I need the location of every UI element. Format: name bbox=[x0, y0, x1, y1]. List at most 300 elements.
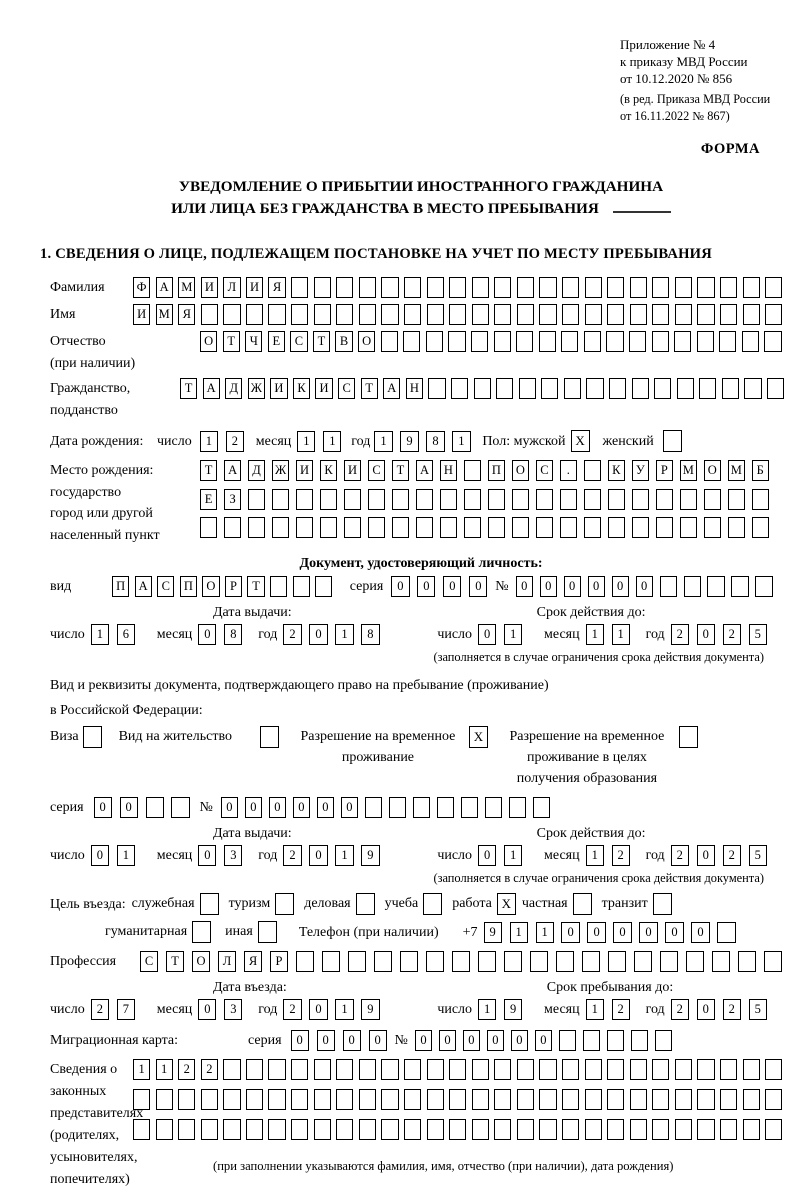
char-box[interactable] bbox=[268, 1059, 285, 1080]
char-box[interactable] bbox=[516, 331, 533, 352]
char-box[interactable] bbox=[201, 1089, 218, 1110]
char-box[interactable] bbox=[675, 277, 692, 298]
valid-year-boxes[interactable] bbox=[671, 845, 775, 866]
char-box[interactable]: 0 bbox=[516, 576, 533, 597]
char-box[interactable] bbox=[496, 378, 513, 399]
char-box[interactable]: 5 bbox=[749, 624, 767, 645]
char-box[interactable]: 2 bbox=[671, 845, 689, 866]
char-box[interactable] bbox=[686, 951, 704, 972]
char-box[interactable]: О bbox=[200, 331, 217, 352]
char-box[interactable]: 0 bbox=[369, 1030, 387, 1051]
char-box[interactable]: 0 bbox=[341, 797, 358, 818]
char-box[interactable]: 3 bbox=[224, 999, 242, 1020]
stay-day-boxes[interactable] bbox=[478, 999, 530, 1020]
char-box[interactable] bbox=[539, 1089, 556, 1110]
char-box[interactable]: Ф bbox=[133, 277, 150, 298]
char-box[interactable] bbox=[744, 378, 761, 399]
char-box[interactable]: 1 bbox=[612, 624, 630, 645]
char-box[interactable] bbox=[268, 304, 285, 325]
char-box[interactable]: 1 bbox=[297, 431, 315, 452]
char-box[interactable] bbox=[427, 1119, 444, 1140]
char-box[interactable] bbox=[712, 951, 730, 972]
char-box[interactable] bbox=[478, 951, 496, 972]
char-box[interactable] bbox=[607, 1030, 624, 1051]
char-box[interactable]: 0 bbox=[463, 1030, 480, 1051]
entry-month-boxes[interactable] bbox=[198, 999, 250, 1020]
char-box[interactable]: М bbox=[156, 304, 173, 325]
char-box[interactable] bbox=[461, 797, 478, 818]
char-box[interactable]: Е bbox=[268, 331, 285, 352]
char-box[interactable]: Ж bbox=[248, 378, 265, 399]
char-box[interactable] bbox=[485, 797, 502, 818]
char-box[interactable]: Ж bbox=[272, 460, 289, 481]
char-box[interactable] bbox=[336, 1089, 353, 1110]
char-box[interactable]: 2 bbox=[723, 999, 741, 1020]
char-box[interactable] bbox=[720, 304, 737, 325]
char-box[interactable] bbox=[368, 517, 385, 538]
issue-day-boxes[interactable] bbox=[91, 624, 143, 645]
birth-place-row3[interactable] bbox=[200, 517, 776, 538]
char-box[interactable] bbox=[359, 304, 376, 325]
char-box[interactable] bbox=[533, 797, 550, 818]
char-box[interactable] bbox=[246, 304, 263, 325]
char-box[interactable]: С bbox=[140, 951, 158, 972]
char-box[interactable] bbox=[449, 304, 466, 325]
migration-series-boxes[interactable] bbox=[291, 1030, 395, 1051]
char-box[interactable]: 0 bbox=[636, 576, 653, 597]
char-box[interactable] bbox=[765, 1089, 782, 1110]
char-box[interactable]: 9 bbox=[400, 431, 418, 452]
char-box[interactable] bbox=[314, 277, 331, 298]
char-box[interactable] bbox=[652, 277, 669, 298]
char-box[interactable] bbox=[697, 1089, 714, 1110]
birth-day-boxes[interactable] bbox=[200, 431, 252, 452]
char-box[interactable] bbox=[630, 304, 647, 325]
char-box[interactable] bbox=[365, 797, 382, 818]
char-box[interactable] bbox=[564, 378, 581, 399]
char-box[interactable]: 0 bbox=[291, 1030, 309, 1051]
char-box[interactable]: С bbox=[157, 576, 174, 597]
char-box[interactable] bbox=[607, 1119, 624, 1140]
char-box[interactable] bbox=[629, 331, 646, 352]
phone-boxes[interactable] bbox=[484, 922, 744, 943]
char-box[interactable] bbox=[560, 517, 577, 538]
char-box[interactable]: 0 bbox=[198, 999, 216, 1020]
char-box[interactable] bbox=[517, 304, 534, 325]
char-box[interactable] bbox=[585, 1119, 602, 1140]
name-boxes[interactable] bbox=[133, 304, 788, 325]
char-box[interactable]: 2 bbox=[201, 1059, 218, 1080]
char-box[interactable] bbox=[448, 331, 465, 352]
char-box[interactable]: Д bbox=[248, 460, 265, 481]
char-box[interactable] bbox=[675, 1119, 692, 1140]
char-box[interactable]: И bbox=[344, 460, 361, 481]
char-box[interactable]: О bbox=[202, 576, 219, 597]
char-box[interactable] bbox=[293, 576, 310, 597]
char-box[interactable] bbox=[583, 1030, 600, 1051]
valid-month-boxes[interactable] bbox=[586, 845, 638, 866]
char-box[interactable]: А bbox=[416, 460, 433, 481]
char-box[interactable]: 1 bbox=[335, 845, 353, 866]
issue-day-boxes[interactable] bbox=[91, 845, 143, 866]
char-box[interactable]: 2 bbox=[226, 431, 244, 452]
purpose-study-checkbox[interactable] bbox=[423, 893, 442, 915]
char-box[interactable]: И bbox=[201, 277, 218, 298]
char-box[interactable]: М bbox=[178, 277, 195, 298]
char-box[interactable] bbox=[426, 951, 444, 972]
char-box[interactable] bbox=[699, 378, 716, 399]
char-box[interactable]: Т bbox=[200, 460, 217, 481]
char-box[interactable] bbox=[517, 1089, 534, 1110]
char-box[interactable]: Я bbox=[178, 304, 195, 325]
char-box[interactable] bbox=[504, 951, 522, 972]
char-box[interactable] bbox=[631, 1030, 648, 1051]
birth-place-row1[interactable] bbox=[200, 460, 776, 481]
char-box[interactable]: 0 bbox=[478, 624, 496, 645]
char-box[interactable] bbox=[582, 951, 600, 972]
char-box[interactable]: 0 bbox=[120, 797, 138, 818]
char-box[interactable] bbox=[697, 277, 714, 298]
char-box[interactable]: 0 bbox=[691, 922, 709, 943]
char-box[interactable] bbox=[697, 1119, 714, 1140]
char-box[interactable] bbox=[707, 576, 724, 597]
char-box[interactable]: 0 bbox=[697, 845, 715, 866]
valid-year-boxes[interactable] bbox=[671, 624, 775, 645]
char-box[interactable] bbox=[296, 517, 313, 538]
char-box[interactable] bbox=[720, 1089, 737, 1110]
char-box[interactable] bbox=[359, 1119, 376, 1140]
char-box[interactable] bbox=[652, 304, 669, 325]
temp-residence-checkbox[interactable]: X bbox=[469, 726, 488, 748]
char-box[interactable] bbox=[752, 489, 769, 510]
char-box[interactable]: Л bbox=[223, 277, 240, 298]
profession-boxes[interactable] bbox=[140, 951, 790, 972]
char-box[interactable] bbox=[426, 331, 443, 352]
char-box[interactable]: И bbox=[133, 304, 150, 325]
char-box[interactable] bbox=[630, 1089, 647, 1110]
char-box[interactable] bbox=[755, 576, 772, 597]
char-box[interactable] bbox=[630, 277, 647, 298]
char-box[interactable]: 0 bbox=[639, 922, 657, 943]
char-box[interactable] bbox=[291, 1119, 308, 1140]
char-box[interactable] bbox=[519, 378, 536, 399]
char-box[interactable] bbox=[494, 331, 511, 352]
char-box[interactable]: 0 bbox=[535, 1030, 552, 1051]
char-box[interactable] bbox=[738, 951, 756, 972]
char-box[interactable] bbox=[494, 1119, 511, 1140]
char-box[interactable]: 0 bbox=[221, 797, 238, 818]
char-box[interactable]: С bbox=[338, 378, 355, 399]
char-box[interactable]: 0 bbox=[613, 922, 631, 943]
char-box[interactable] bbox=[764, 331, 781, 352]
male-checkbox[interactable]: X bbox=[571, 430, 590, 452]
char-box[interactable] bbox=[381, 1119, 398, 1140]
char-box[interactable] bbox=[680, 517, 697, 538]
char-box[interactable] bbox=[291, 277, 308, 298]
char-box[interactable] bbox=[322, 951, 340, 972]
char-box[interactable]: Е bbox=[200, 489, 217, 510]
char-box[interactable]: 0 bbox=[317, 797, 334, 818]
char-box[interactable] bbox=[556, 951, 574, 972]
char-box[interactable] bbox=[494, 1059, 511, 1080]
char-box[interactable] bbox=[704, 517, 721, 538]
char-box[interactable] bbox=[348, 951, 366, 972]
char-box[interactable] bbox=[440, 489, 457, 510]
birth-year-boxes[interactable] bbox=[374, 431, 478, 452]
char-box[interactable] bbox=[652, 1059, 669, 1080]
char-box[interactable]: К bbox=[608, 460, 625, 481]
char-box[interactable] bbox=[156, 1119, 173, 1140]
char-box[interactable]: 0 bbox=[540, 576, 557, 597]
char-box[interactable] bbox=[474, 378, 491, 399]
char-box[interactable] bbox=[559, 1030, 576, 1051]
char-box[interactable]: 0 bbox=[309, 624, 327, 645]
char-box[interactable]: Я bbox=[244, 951, 262, 972]
char-box[interactable] bbox=[743, 304, 760, 325]
char-box[interactable] bbox=[404, 277, 421, 298]
char-box[interactable] bbox=[200, 517, 217, 538]
char-box[interactable]: 0 bbox=[417, 576, 435, 597]
char-box[interactable]: 2 bbox=[612, 999, 630, 1020]
birth-place-row2[interactable] bbox=[200, 489, 776, 510]
char-box[interactable] bbox=[560, 489, 577, 510]
char-box[interactable]: Т bbox=[313, 331, 330, 352]
char-box[interactable]: О bbox=[192, 951, 210, 972]
purpose-private-checkbox[interactable] bbox=[573, 893, 592, 915]
char-box[interactable] bbox=[728, 517, 745, 538]
char-box[interactable]: А bbox=[156, 277, 173, 298]
char-box[interactable] bbox=[719, 331, 736, 352]
char-box[interactable]: 2 bbox=[178, 1059, 195, 1080]
char-box[interactable] bbox=[201, 304, 218, 325]
char-box[interactable] bbox=[632, 378, 649, 399]
char-box[interactable] bbox=[314, 304, 331, 325]
char-box[interactable]: 1 bbox=[510, 922, 528, 943]
char-box[interactable] bbox=[359, 277, 376, 298]
char-box[interactable] bbox=[660, 951, 678, 972]
representatives-row1[interactable] bbox=[133, 1059, 788, 1080]
char-box[interactable] bbox=[223, 304, 240, 325]
char-box[interactable]: А bbox=[135, 576, 152, 597]
char-box[interactable] bbox=[697, 331, 714, 352]
char-box[interactable] bbox=[427, 1089, 444, 1110]
char-box[interactable]: 9 bbox=[361, 845, 379, 866]
char-box[interactable] bbox=[270, 576, 287, 597]
char-box[interactable] bbox=[494, 1089, 511, 1110]
char-box[interactable] bbox=[743, 1119, 760, 1140]
char-box[interactable]: Т bbox=[361, 378, 378, 399]
char-box[interactable]: О bbox=[358, 331, 375, 352]
issue-year-boxes[interactable] bbox=[283, 624, 387, 645]
representatives-row2[interactable] bbox=[133, 1089, 788, 1110]
char-box[interactable] bbox=[224, 517, 241, 538]
char-box[interactable] bbox=[536, 517, 553, 538]
char-box[interactable] bbox=[314, 1059, 331, 1080]
char-box[interactable] bbox=[296, 489, 313, 510]
citizenship-boxes[interactable] bbox=[180, 378, 790, 399]
char-box[interactable] bbox=[717, 922, 735, 943]
char-box[interactable]: 1 bbox=[478, 999, 496, 1020]
char-box[interactable] bbox=[742, 331, 759, 352]
char-box[interactable] bbox=[608, 517, 625, 538]
migration-number-boxes[interactable] bbox=[415, 1030, 679, 1051]
char-box[interactable] bbox=[400, 951, 418, 972]
char-box[interactable] bbox=[133, 1119, 150, 1140]
char-box[interactable] bbox=[632, 517, 649, 538]
char-box[interactable] bbox=[765, 1059, 782, 1080]
char-box[interactable] bbox=[731, 576, 748, 597]
char-box[interactable]: П bbox=[488, 460, 505, 481]
char-box[interactable]: 0 bbox=[269, 797, 286, 818]
char-box[interactable]: 1 bbox=[200, 431, 218, 452]
char-box[interactable] bbox=[539, 304, 556, 325]
purpose-tourism-checkbox[interactable] bbox=[275, 893, 294, 915]
char-box[interactable] bbox=[392, 517, 409, 538]
char-box[interactable] bbox=[248, 517, 265, 538]
char-box[interactable] bbox=[655, 1030, 672, 1051]
char-box[interactable] bbox=[720, 277, 737, 298]
char-box[interactable]: 0 bbox=[415, 1030, 432, 1051]
char-box[interactable] bbox=[584, 517, 601, 538]
char-box[interactable] bbox=[585, 1059, 602, 1080]
char-box[interactable] bbox=[413, 797, 430, 818]
char-box[interactable]: Л bbox=[218, 951, 236, 972]
char-box[interactable] bbox=[201, 1119, 218, 1140]
char-box[interactable] bbox=[336, 277, 353, 298]
char-box[interactable]: 0 bbox=[487, 1030, 504, 1051]
char-box[interactable] bbox=[660, 576, 677, 597]
char-box[interactable]: 1 bbox=[133, 1059, 150, 1080]
char-box[interactable]: 0 bbox=[511, 1030, 528, 1051]
char-box[interactable] bbox=[697, 1059, 714, 1080]
char-box[interactable]: 5 bbox=[749, 845, 767, 866]
char-box[interactable]: А bbox=[383, 378, 400, 399]
char-box[interactable]: П bbox=[180, 576, 197, 597]
char-box[interactable]: 9 bbox=[361, 999, 379, 1020]
char-box[interactable]: 0 bbox=[439, 1030, 456, 1051]
issue-month-boxes[interactable] bbox=[198, 624, 250, 645]
char-box[interactable] bbox=[381, 277, 398, 298]
char-box[interactable] bbox=[585, 304, 602, 325]
char-box[interactable] bbox=[156, 1089, 173, 1110]
char-box[interactable] bbox=[634, 951, 652, 972]
char-box[interactable] bbox=[632, 489, 649, 510]
char-box[interactable] bbox=[404, 1089, 421, 1110]
char-box[interactable]: 0 bbox=[564, 576, 581, 597]
entry-year-boxes[interactable] bbox=[283, 999, 387, 1020]
purpose-business-checkbox[interactable] bbox=[356, 893, 375, 915]
char-box[interactable] bbox=[697, 304, 714, 325]
char-box[interactable] bbox=[374, 951, 392, 972]
char-box[interactable] bbox=[344, 517, 361, 538]
char-box[interactable]: 8 bbox=[224, 624, 242, 645]
char-box[interactable]: Д bbox=[225, 378, 242, 399]
char-box[interactable]: 5 bbox=[749, 999, 767, 1020]
char-box[interactable] bbox=[472, 1089, 489, 1110]
char-box[interactable] bbox=[539, 1059, 556, 1080]
char-box[interactable] bbox=[472, 1119, 489, 1140]
char-box[interactable] bbox=[404, 304, 421, 325]
char-box[interactable] bbox=[539, 277, 556, 298]
char-box[interactable]: П bbox=[112, 576, 129, 597]
char-box[interactable]: 2 bbox=[612, 845, 630, 866]
char-box[interactable]: А bbox=[224, 460, 241, 481]
doc-number-boxes[interactable] bbox=[516, 576, 780, 597]
char-box[interactable] bbox=[272, 489, 289, 510]
purpose-humanitarian-checkbox[interactable] bbox=[192, 921, 211, 943]
char-box[interactable] bbox=[517, 277, 534, 298]
char-box[interactable] bbox=[248, 489, 265, 510]
char-box[interactable] bbox=[562, 277, 579, 298]
char-box[interactable] bbox=[752, 517, 769, 538]
char-box[interactable] bbox=[416, 517, 433, 538]
char-box[interactable]: 1 bbox=[586, 624, 604, 645]
char-box[interactable] bbox=[381, 331, 398, 352]
char-box[interactable] bbox=[178, 1119, 195, 1140]
char-box[interactable] bbox=[585, 277, 602, 298]
residence-permit-checkbox[interactable] bbox=[260, 726, 279, 748]
char-box[interactable] bbox=[584, 331, 601, 352]
char-box[interactable] bbox=[291, 1059, 308, 1080]
char-box[interactable] bbox=[392, 489, 409, 510]
char-box[interactable] bbox=[472, 304, 489, 325]
valid-day-boxes[interactable] bbox=[478, 624, 530, 645]
char-box[interactable] bbox=[246, 1119, 263, 1140]
char-box[interactable] bbox=[449, 1089, 466, 1110]
birth-month-boxes[interactable] bbox=[297, 431, 349, 452]
char-box[interactable] bbox=[765, 277, 782, 298]
char-box[interactable]: 0 bbox=[478, 845, 496, 866]
char-box[interactable] bbox=[246, 1089, 263, 1110]
char-box[interactable]: В bbox=[335, 331, 352, 352]
char-box[interactable]: 0 bbox=[343, 1030, 361, 1051]
char-box[interactable]: 1 bbox=[335, 999, 353, 1020]
char-box[interactable] bbox=[606, 331, 623, 352]
char-box[interactable]: 1 bbox=[452, 431, 470, 452]
char-box[interactable] bbox=[675, 1089, 692, 1110]
char-box[interactable]: И bbox=[315, 378, 332, 399]
char-box[interactable] bbox=[608, 951, 626, 972]
char-box[interactable]: . bbox=[560, 460, 577, 481]
patronymic-boxes[interactable] bbox=[200, 331, 787, 352]
char-box[interactable] bbox=[171, 797, 189, 818]
char-box[interactable]: 1 bbox=[335, 624, 353, 645]
char-box[interactable]: 8 bbox=[426, 431, 444, 452]
char-box[interactable]: 1 bbox=[536, 922, 554, 943]
char-box[interactable]: 9 bbox=[504, 999, 522, 1020]
char-box[interactable]: 2 bbox=[283, 999, 301, 1020]
char-box[interactable] bbox=[296, 951, 314, 972]
char-box[interactable] bbox=[512, 489, 529, 510]
char-box[interactable] bbox=[584, 489, 601, 510]
char-box[interactable] bbox=[320, 489, 337, 510]
char-box[interactable] bbox=[656, 489, 673, 510]
valid-month-boxes[interactable] bbox=[586, 624, 638, 645]
char-box[interactable] bbox=[344, 489, 361, 510]
residence-number-boxes[interactable] bbox=[221, 797, 557, 818]
char-box[interactable]: 2 bbox=[723, 845, 741, 866]
char-box[interactable] bbox=[607, 1059, 624, 1080]
char-box[interactable] bbox=[488, 517, 505, 538]
char-box[interactable]: Б bbox=[752, 460, 769, 481]
char-box[interactable] bbox=[464, 460, 481, 481]
char-box[interactable] bbox=[389, 797, 406, 818]
char-box[interactable]: 2 bbox=[671, 999, 689, 1020]
char-box[interactable]: 0 bbox=[443, 576, 461, 597]
char-box[interactable] bbox=[675, 304, 692, 325]
char-box[interactable]: 0 bbox=[309, 845, 327, 866]
char-box[interactable] bbox=[562, 1089, 579, 1110]
